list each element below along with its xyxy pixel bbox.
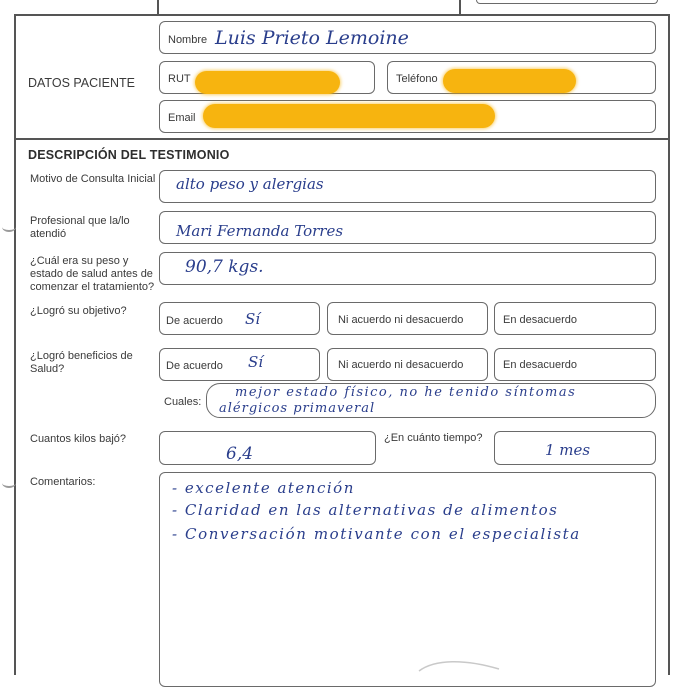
top-rule — [14, 14, 670, 16]
objetivo-label: ¿Logró su objetivo? — [30, 305, 127, 317]
beneficios-option-disagree[interactable] — [494, 348, 656, 381]
kilos-value: 6,4 — [226, 444, 254, 464]
top-divider-right — [459, 0, 461, 14]
comentario-line: - excelente atención — [172, 479, 355, 497]
option-label: En desacuerdo — [503, 359, 577, 371]
kilos-field[interactable] — [159, 431, 376, 465]
profesional-label-line2: atendió — [30, 228, 67, 240]
signature-scribble — [415, 657, 505, 677]
option-label: Ni acuerdo ni desacuerdo — [338, 359, 464, 371]
tiempo-label: ¿En cuánto tiempo? — [384, 432, 483, 444]
peso-label — [30, 255, 154, 294]
comentario-line: - Claridad en las alternativas de alimentos — [172, 501, 559, 519]
phone-label: Teléfono — [396, 73, 438, 85]
email-redaction — [203, 104, 495, 128]
objetivo-option-neutral[interactable] — [327, 302, 488, 335]
objetivo-option-agree[interactable] — [159, 302, 320, 335]
beneficios-option-agree[interactable] — [159, 348, 320, 381]
peso-label-line3: comenzar el tratamiento? — [30, 281, 155, 293]
motivo-value: alto peso y alergias — [176, 175, 324, 193]
comentarios-label: Comentarios: — [30, 476, 96, 488]
email-label: Email — [168, 112, 196, 124]
testimony-title: DESCRIPCIÓN DEL TESTIMONIO — [28, 148, 230, 162]
beneficios-option-neutral[interactable] — [327, 348, 488, 381]
page-border-right — [668, 14, 670, 675]
motivo-label: Motivo de Consulta Inicial — [30, 173, 156, 185]
peso-label-line2: estado de salud antes de — [30, 268, 153, 280]
rut-redaction — [195, 71, 340, 94]
kilos-label: Cuantos kilos bajó? — [30, 433, 127, 445]
rut-label: RUT — [168, 73, 191, 85]
name-value: Luis Prieto Lemoine — [215, 27, 409, 49]
cuales-field[interactable] — [206, 383, 656, 418]
top-box-remnant — [476, 0, 658, 4]
phone-redaction — [443, 69, 576, 93]
profesional-label-line1: Profesional que la/lo — [30, 215, 130, 227]
tiempo-field[interactable] — [494, 431, 656, 465]
binder-hole-mark — [2, 222, 16, 232]
peso-field[interactable] — [159, 252, 656, 285]
peso-value: 90,7 kgs. — [185, 257, 264, 277]
tiempo-value: 1 mes — [545, 441, 591, 459]
name-field[interactable] — [159, 21, 656, 54]
section-rule — [14, 138, 670, 140]
beneficios-label — [30, 350, 133, 376]
comentarios-field[interactable] — [159, 472, 656, 687]
profesional-value: Mari Fernanda Torres — [176, 222, 344, 240]
cuales-line-1: mejor estado físico, no he tenido síntomas — [235, 385, 577, 400]
option-label: En desacuerdo — [503, 314, 577, 326]
cuales-label: Cuales: — [164, 396, 202, 408]
beneficios-label-line1: ¿Logró beneficios de — [30, 350, 133, 362]
objetivo-option-disagree[interactable] — [494, 302, 656, 335]
profesional-field[interactable] — [159, 211, 656, 244]
option-label: De acuerdo — [166, 360, 223, 372]
page-border-left — [14, 14, 16, 675]
cuales-line-2: alérgicos primaveral — [219, 401, 376, 416]
option-label: De acuerdo — [166, 315, 223, 327]
objetivo-mark: Sí — [245, 310, 261, 328]
comentario-line: - Conversación motivante con el especialista — [172, 525, 581, 543]
option-label: Ni acuerdo ni desacuerdo — [338, 314, 464, 326]
binder-hole-mark — [2, 478, 16, 488]
patient-section-label: DATOS PACIENTE — [28, 76, 135, 90]
name-label: Nombre — [168, 34, 208, 46]
beneficios-label-line2: Salud? — [30, 363, 65, 375]
beneficios-mark: Sí — [248, 353, 264, 371]
peso-label-line1: ¿Cuál era su peso y — [30, 255, 129, 267]
top-divider-left — [157, 0, 159, 14]
profesional-label — [30, 215, 130, 241]
motivo-field[interactable] — [159, 170, 656, 203]
